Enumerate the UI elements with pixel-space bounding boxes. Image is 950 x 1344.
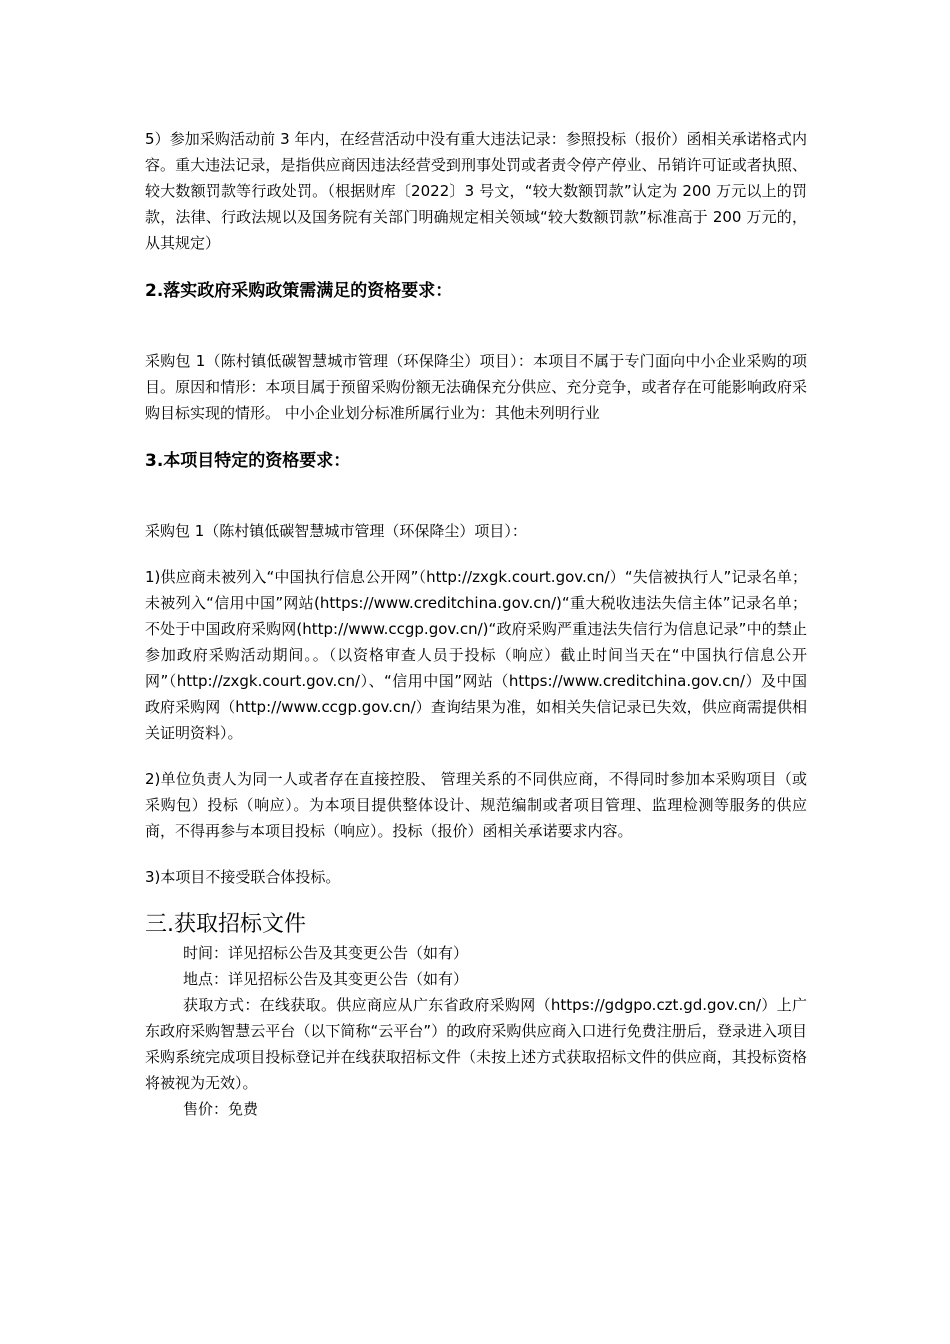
acquire-time: 时间：详见招标公告及其变更公告（如有） — [183, 944, 469, 962]
section-2-body: 采购包 1（陈村镇低碳智慧城市管理（环保降尘）项目）：本项目不属于专门面向中小企业采购的项目。原因和情形：本项目属于预留采购份额无法确保充分供应、充分竞争，或者存在可能影响政府采购目标实现的情形。 中小企业划分标准所属行业为：其他未列明行业 — [145, 352, 807, 422]
document-page — [145, 126, 807, 1122]
section-2-heading: 2.落实政府采购政策需满足的资格要求： — [145, 281, 453, 301]
prev-item-5: 5）参加采购活动前 3 年内，在经营活动中没有重大违法记录：参照投标（报价）函相关承诺格式内容。重大违法记录，是指供应商因违法经营受到刑事处罚或者责令停产停业、吊销许可证或者执照、较大数额罚款等行政处罚。（根据财库〔2022〕3 号文，“较大数额罚款”认定为 200 万元以上的罚款，法律、行政法规以及国务院有关部门明确规定相关领域“较大数额罚款”标准高于 200 万元的，从其规定） — [145, 130, 807, 252]
section-3-item-2: 2)单位负责人为同一人或者存在直接控股、 管理关系的不同供应商，不得同时参加本采购项目（或采购包）投标（响应）。为本项目提供整体设计、规范编制或者项目管理、监理检测等服务的供应商，不得再参与本项目投标（响应）。投标（报价）函相关承诺要求内容。 — [145, 770, 807, 840]
section-3-item-1: 1)供应商未被列入“中国执行信息公开网”（http://zxgk.court.gov.cn/）“失信被执行人”记录名单；未被列入“信用中国”网站(https://www.creditchina.gov.cn/)“重大税收违法失信主体”记录名单；不处于中国政府采购网(http://www.ccgp.gov.cn/)“政府采购严重违法失信行为信息记录”中的禁止参加政府采购活动期间。。（以资格审查人员于投标（响应）截止时间当天在“中国执行信息公开网”（http://zxgk.court.gov.cn/）、“信用中国”网站（https://www.creditchina.gov.cn/）及中国政府采购网（http://www.ccgp.gov.cn/）查询结果为准，如相关失信记录已失效，供应商需提供相关证明资料）。 — [145, 568, 807, 742]
chapter-3-heading: 三.获取招标文件 — [145, 912, 306, 937]
section-3-intro: 采购包 1（陈村镇低碳智慧城市管理（环保降尘）项目）： — [145, 522, 527, 540]
acquire-method: 获取方式：在线获取。供应商应从广东省政府采购网（https://gdgpo.czt.gd.gov.cn/）上广东政府采购智慧云平台（以下简称“云平台”）的政府采购供应商入口进行免费注册后，登录进入项目采购系统完成项目投标登记并在线获取招标文件（未按上述方式获取招标文件的供应商，其投标资格将被视为无效）。 — [145, 996, 807, 1092]
acquire-place: 地点：详见招标公告及其变更公告（如有） — [183, 970, 469, 988]
acquire-price: 售价：免费 — [183, 1100, 259, 1118]
section-3-item-3: 3)本项目不接受联合体投标。 — [145, 868, 341, 886]
section-3-heading: 3.本项目特定的资格要求： — [145, 451, 351, 471]
